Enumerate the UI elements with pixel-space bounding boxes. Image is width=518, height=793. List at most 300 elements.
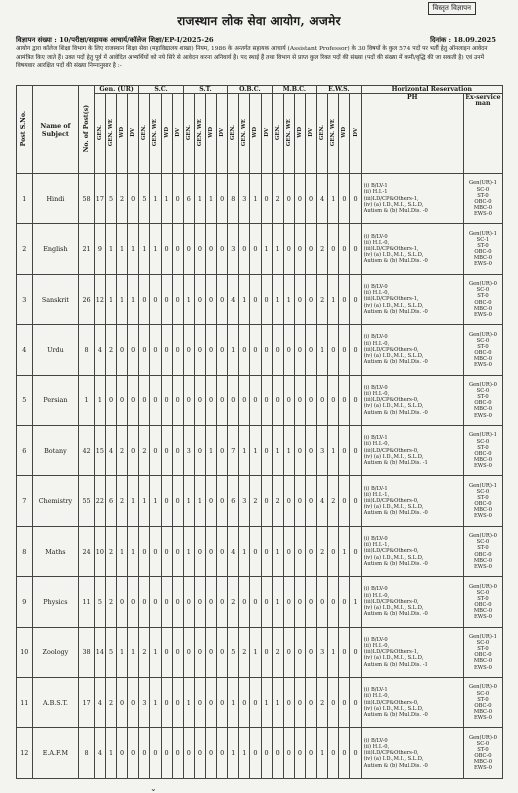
post-sno-cell: 11 bbox=[17, 678, 33, 728]
ph-line: (iii)LD/CP&Others-0, bbox=[363, 346, 419, 353]
reservation-cell: 4 bbox=[228, 274, 239, 324]
ph-line: (iii)LD/CP&Others-0, bbox=[363, 750, 419, 757]
reservation-cell: 0 bbox=[128, 325, 139, 375]
ph-line: Autism & (b) Mul.Dis. -0 bbox=[363, 409, 428, 416]
reservation-cell: 0 bbox=[205, 224, 216, 274]
reservation-cell: 1 bbox=[328, 274, 339, 324]
exservice-line: EWS-0 bbox=[473, 714, 492, 721]
exservice-line: MBC-0 bbox=[473, 658, 493, 665]
ph-line: (i) B/LV-0 bbox=[363, 586, 388, 593]
posts-cell: 26 bbox=[79, 274, 95, 324]
reservation-cell: 0 bbox=[261, 728, 272, 779]
reservation-cell: 0 bbox=[339, 678, 350, 728]
reservation-cell: 0 bbox=[150, 526, 161, 576]
reservation-cell: 0 bbox=[283, 627, 294, 677]
reservation-cell: 0 bbox=[183, 224, 194, 274]
reservation-cell: 0 bbox=[283, 678, 294, 728]
reservation-cell: 0 bbox=[305, 375, 316, 425]
exservice-line: Gen(UR)-0 bbox=[468, 382, 497, 389]
col-posts-label: No. of Post(s) bbox=[82, 104, 90, 153]
exservice-cell bbox=[463, 375, 502, 425]
sub-col-header bbox=[317, 94, 328, 174]
reservation-cell: 2 bbox=[250, 476, 261, 526]
sub-col-label: GEN. WE bbox=[241, 118, 248, 147]
reservation-cell: 0 bbox=[161, 678, 172, 728]
exservice-line: OBC-0 bbox=[474, 198, 492, 205]
reservation-cell: 0 bbox=[239, 577, 250, 627]
col-posts bbox=[79, 86, 95, 174]
reservation-cell: 0 bbox=[172, 274, 183, 324]
reservation-cell: 0 bbox=[172, 224, 183, 274]
reservation-cell: 1 bbox=[150, 678, 161, 728]
reservation-cell: 0 bbox=[150, 274, 161, 324]
reservation-cell: 0 bbox=[128, 174, 139, 224]
advertisement-number: विज्ञापन संख्या : 10/परीक्षा/सहायक आचार्य/कॉलेज शिक्षा/EP-I/2025-26 bbox=[16, 36, 214, 44]
reservation-cell: 1 bbox=[317, 728, 328, 779]
exservice-cell bbox=[463, 728, 502, 779]
ph-line: Autism & (b) Mul.Dis. -0 bbox=[363, 560, 428, 567]
ph-line: (iii)LD/CP&Others-1, bbox=[363, 649, 419, 656]
handwritten-mark: ⌄ bbox=[150, 784, 157, 793]
ph-line: (ii) H.I.-0, bbox=[363, 441, 390, 448]
sub-col-label: GEN. WE bbox=[330, 118, 337, 147]
post-sno-cell: 8 bbox=[17, 526, 33, 576]
reservation-cell: 0 bbox=[183, 375, 194, 425]
exservice-line: Gen(UR)-0 bbox=[468, 583, 497, 590]
ph-line: (iii)LD/CP&Others-0, bbox=[363, 447, 419, 454]
reservation-cell: 1 bbox=[205, 426, 216, 476]
group-header: E.W.S. bbox=[317, 86, 361, 94]
reservation-cell: 0 bbox=[239, 325, 250, 375]
ph-line: Autism & (b) Mul.Dis. -1 bbox=[363, 460, 428, 467]
sub-col-header bbox=[272, 94, 283, 174]
reservation-cell: 0 bbox=[205, 476, 216, 526]
reservation-cell: 5 bbox=[105, 627, 116, 677]
col-post-sno-label: Post S.No. bbox=[20, 110, 28, 147]
reservation-cell: 0 bbox=[261, 174, 272, 224]
reservation-cell: 0 bbox=[283, 375, 294, 425]
ph-line: (iv) (a) I.D.,M.I., S.L.D, bbox=[363, 504, 424, 511]
reservation-cell: 3 bbox=[139, 678, 150, 728]
reservation-cell: 0 bbox=[105, 375, 116, 425]
reservation-cell: 1 bbox=[194, 476, 205, 526]
exservice-line: ST-0 bbox=[477, 696, 489, 703]
reservation-cell: 4 bbox=[94, 678, 105, 728]
reservation-cell: 0 bbox=[283, 577, 294, 627]
reservation-cell: 0 bbox=[250, 728, 261, 779]
table-row bbox=[17, 476, 503, 526]
detailed-advertisement-tag: विस्तृत विज्ञापन bbox=[428, 2, 477, 15]
exservice-line: EWS-0 bbox=[473, 614, 492, 621]
ph-line: (iii)LD/CP&Others-0, bbox=[363, 397, 419, 404]
reservation-cell: 0 bbox=[172, 627, 183, 677]
reservation-cell: 3 bbox=[317, 627, 328, 677]
reservation-cell: 0 bbox=[205, 325, 216, 375]
subject-cell: Maths bbox=[32, 526, 79, 576]
reservation-cell: 0 bbox=[294, 476, 305, 526]
ph-cell bbox=[361, 526, 463, 576]
reservation-cell: 0 bbox=[194, 274, 205, 324]
reservation-cell: 2 bbox=[139, 627, 150, 677]
ph-line: (ii) H.I.-1, bbox=[363, 542, 390, 549]
subject-cell: Sanskrit bbox=[32, 274, 79, 324]
sub-col-header bbox=[150, 94, 161, 174]
reservation-cell: 0 bbox=[305, 325, 316, 375]
subject-cell: A.B.S.T. bbox=[32, 678, 79, 728]
reservation-cell: 0 bbox=[261, 274, 272, 324]
table-row bbox=[17, 577, 503, 627]
ph-header: PH bbox=[361, 94, 463, 174]
posts-cell: 42 bbox=[79, 426, 95, 476]
reservation-cell: 0 bbox=[294, 426, 305, 476]
reservation-cell: 2 bbox=[328, 476, 339, 526]
group-header: S.C. bbox=[139, 86, 183, 94]
table-row bbox=[17, 627, 503, 677]
reservation-cell: 4 bbox=[317, 174, 328, 224]
exservice-line: SC-0 bbox=[476, 388, 490, 395]
exservice-line: MBC-0 bbox=[473, 759, 493, 766]
subject-cell: Urdu bbox=[32, 325, 79, 375]
ph-line: (iv) (a) I.D.,M.I., S.L.D, bbox=[363, 353, 424, 360]
ph-line: Autism & (b) Mul.Dis. -0 bbox=[363, 712, 428, 719]
ph-line: Autism & (b) Mul.Dis. -0 bbox=[363, 510, 428, 517]
sub-col-header bbox=[283, 94, 294, 174]
reservation-cell: 1 bbox=[117, 274, 128, 324]
reservation-cell: 0 bbox=[350, 325, 361, 375]
sub-col-header bbox=[305, 94, 316, 174]
sub-col-label: WD bbox=[163, 127, 170, 138]
reservation-cell: 0 bbox=[350, 174, 361, 224]
table-row bbox=[17, 728, 503, 779]
ph-line: Autism & (b) Mul.Dis. -0 bbox=[363, 611, 428, 618]
exservice-line: ST-0 bbox=[477, 243, 489, 250]
reservation-cell: 0 bbox=[139, 577, 150, 627]
reservation-cell: 2 bbox=[317, 274, 328, 324]
reservation-cell: 0 bbox=[217, 426, 228, 476]
ph-line: (ii) H.I.-0, bbox=[363, 592, 390, 599]
reservation-cell: 1 bbox=[228, 728, 239, 779]
reservation-cell: 0 bbox=[172, 375, 183, 425]
table-row bbox=[17, 526, 503, 576]
posts-cell: 58 bbox=[79, 174, 95, 224]
post-sno-cell: 10 bbox=[17, 627, 33, 677]
reservation-cell: 1 bbox=[250, 174, 261, 224]
sub-col-header bbox=[239, 94, 250, 174]
reservation-cell: 1 bbox=[117, 526, 128, 576]
reservation-cell: 0 bbox=[317, 375, 328, 425]
sub-col-label: GEN. WE bbox=[107, 118, 114, 147]
reservation-cell: 0 bbox=[339, 476, 350, 526]
exservice-line: MBC-0 bbox=[473, 608, 493, 615]
exservice-cell bbox=[463, 526, 502, 576]
sub-col-label: WD bbox=[252, 127, 259, 138]
sub-col-header bbox=[94, 94, 105, 174]
exservice-line: ST-0 bbox=[477, 495, 489, 502]
reservation-cell: 0 bbox=[261, 375, 272, 425]
ph-cell bbox=[361, 274, 463, 324]
sub-col-label: GEN. bbox=[319, 124, 326, 141]
reservation-cell: 1 bbox=[239, 274, 250, 324]
ph-line: (iii)LD/CP&Others-0, bbox=[363, 498, 419, 505]
sub-col-header bbox=[250, 94, 261, 174]
reservation-cell: 14 bbox=[94, 627, 105, 677]
reservation-cell: 0 bbox=[261, 426, 272, 476]
reservation-cell: 1 bbox=[150, 627, 161, 677]
sub-col-header bbox=[139, 94, 150, 174]
exservice-line: SC-0 bbox=[476, 640, 490, 647]
reservation-cell: 0 bbox=[161, 274, 172, 324]
reservation-cell: 1 bbox=[228, 325, 239, 375]
sub-col-header bbox=[228, 94, 239, 174]
post-sno-cell: 12 bbox=[17, 728, 33, 779]
ph-line: (iv) (a) I.D.,M.I., S.L.D, bbox=[363, 403, 424, 410]
ph-line: (iii)LD/CP&Others-1, bbox=[363, 246, 419, 252]
exservice-line: EWS-0 bbox=[473, 311, 492, 318]
reservation-cell: 0 bbox=[261, 627, 272, 677]
reservation-cell: 2 bbox=[272, 174, 283, 224]
exservice-cell bbox=[463, 476, 502, 526]
reservation-cell: 0 bbox=[161, 375, 172, 425]
exservice-cell bbox=[463, 274, 502, 324]
reservation-cell: 0 bbox=[172, 526, 183, 576]
reservation-cell: 0 bbox=[161, 224, 172, 274]
exservice-cell bbox=[463, 325, 502, 375]
reservation-cell: 0 bbox=[194, 426, 205, 476]
reservation-cell: 0 bbox=[150, 577, 161, 627]
reservation-cell: 0 bbox=[161, 577, 172, 627]
reservation-cell: 0 bbox=[172, 476, 183, 526]
reservation-cell: 2 bbox=[272, 627, 283, 677]
exservice-line: SC-0 bbox=[476, 438, 490, 445]
reservation-cell: 2 bbox=[317, 526, 328, 576]
sub-col-label: WD bbox=[119, 127, 126, 138]
reservation-cell: 0 bbox=[161, 476, 172, 526]
reservation-cell: 0 bbox=[305, 274, 316, 324]
reservation-cell: 1 bbox=[272, 224, 283, 274]
post-sno-cell: 2 bbox=[17, 224, 33, 274]
reservation-cell: 0 bbox=[305, 426, 316, 476]
exservice-line: SC-0 bbox=[476, 287, 490, 294]
reservation-cell: 0 bbox=[128, 375, 139, 425]
exservice-line: OBC-0 bbox=[474, 551, 492, 558]
exservice-line: ST-0 bbox=[477, 646, 489, 653]
exservice-line: Gen(UR)-1 bbox=[468, 180, 497, 187]
ph-line: Autism & (b) Mul.Dis. -0 bbox=[363, 258, 428, 265]
exservice-line: Gen(UR)-1 bbox=[468, 482, 497, 489]
ph-line: (iv) (a) I.D.,M.I., S.L.D, bbox=[363, 302, 424, 309]
reservation-cell: 1 bbox=[128, 224, 139, 274]
table-row bbox=[17, 678, 503, 728]
reservation-cell: 0 bbox=[150, 728, 161, 779]
reservation-cell: 0 bbox=[294, 678, 305, 728]
reservation-cell: 1 bbox=[283, 274, 294, 324]
ph-line: (iii)LD/CP&Others-0, bbox=[363, 548, 419, 555]
sub-col-label: GEN. WE bbox=[285, 118, 292, 147]
group-header: Gen. (UR) bbox=[94, 86, 138, 94]
reservation-cell: 1 bbox=[283, 426, 294, 476]
exservice-line: Gen(UR)-0 bbox=[468, 281, 497, 288]
sub-col-header bbox=[128, 94, 139, 174]
exservice-cell bbox=[463, 627, 502, 677]
reservation-cell: 0 bbox=[350, 476, 361, 526]
group-header: O.B.C. bbox=[228, 86, 272, 94]
reservation-cell: 1 bbox=[117, 224, 128, 274]
horizontal-reservation-header: Horizontal Reservation bbox=[361, 86, 502, 94]
reservation-cell: 0 bbox=[217, 375, 228, 425]
exservice-line: Gen(UR)-0 bbox=[468, 533, 497, 540]
reservation-cell: 3 bbox=[239, 174, 250, 224]
reservation-cell: 0 bbox=[205, 274, 216, 324]
exservice-line: EWS-0 bbox=[473, 664, 492, 671]
reservation-cell: 0 bbox=[350, 728, 361, 779]
table-row bbox=[17, 274, 503, 324]
exservice-line: Gen(UR)-1 bbox=[468, 634, 497, 641]
ph-cell bbox=[361, 426, 463, 476]
exservice-line: MBC-0 bbox=[473, 708, 493, 715]
reservation-cell: 1 bbox=[183, 678, 194, 728]
exservice-line: EWS-0 bbox=[473, 261, 492, 268]
reservation-cell: 0 bbox=[272, 375, 283, 425]
sub-col-label: GEN. bbox=[96, 124, 103, 141]
exservice-cell bbox=[463, 426, 502, 476]
table-row bbox=[17, 426, 503, 476]
reservation-cell: 0 bbox=[139, 274, 150, 324]
reservation-cell: 1 bbox=[328, 627, 339, 677]
subject-cell: Hindi bbox=[32, 174, 79, 224]
reservation-cell: 2 bbox=[317, 224, 328, 274]
reservation-cell: 0 bbox=[283, 224, 294, 274]
exservice-line: OBC-0 bbox=[474, 349, 492, 356]
reservation-cell: 0 bbox=[161, 627, 172, 677]
ph-line: (ii) H.I.-0, bbox=[363, 340, 390, 347]
posts-cell: 8 bbox=[79, 728, 95, 779]
sub-col-label: GEN. bbox=[274, 124, 281, 141]
sub-col-header bbox=[172, 94, 183, 174]
reservation-cell: 0 bbox=[205, 627, 216, 677]
reservation-cell: 1 bbox=[272, 526, 283, 576]
exservice-line: Gen(UR)-0 bbox=[468, 331, 497, 338]
reservation-cell: 1 bbox=[183, 476, 194, 526]
exservice-line: OBC-0 bbox=[474, 501, 492, 508]
exservice-line: Gen(UR)-0 bbox=[468, 684, 497, 691]
reservation-cell: 0 bbox=[350, 627, 361, 677]
reservation-cell: 0 bbox=[250, 678, 261, 728]
reservation-cell: 0 bbox=[250, 526, 261, 576]
exservice-line: MBC-0 bbox=[473, 305, 493, 312]
reservation-cell: 2 bbox=[117, 174, 128, 224]
reservation-cell: 1 bbox=[261, 224, 272, 274]
posts-cell: 8 bbox=[79, 325, 95, 375]
reservation-cell: 1 bbox=[250, 627, 261, 677]
reservation-cell: 0 bbox=[172, 678, 183, 728]
reservation-cell: 0 bbox=[205, 526, 216, 576]
reservation-cell: 0 bbox=[339, 426, 350, 476]
reservation-cell: 1 bbox=[139, 224, 150, 274]
table-row bbox=[17, 375, 503, 425]
ph-line: (i) B/LV-1 bbox=[363, 687, 388, 694]
ph-line: (iv) (a) I.D.,M.I., S.L.D, bbox=[363, 252, 424, 259]
reservation-cell: 0 bbox=[328, 325, 339, 375]
reservation-cell: 0 bbox=[128, 577, 139, 627]
ph-line: (iii)LD/CP&Others-1, bbox=[363, 195, 419, 202]
reservation-cell: 1 bbox=[261, 678, 272, 728]
sub-col-label: GEN. WE bbox=[152, 118, 159, 147]
reservation-cell: 3 bbox=[239, 476, 250, 526]
reservation-cell: 0 bbox=[194, 577, 205, 627]
reservation-cell: 0 bbox=[294, 526, 305, 576]
reservation-cell: 0 bbox=[305, 728, 316, 779]
reservation-cell: 1 bbox=[328, 426, 339, 476]
reservation-cell: 0 bbox=[194, 375, 205, 425]
reservation-cell: 0 bbox=[128, 426, 139, 476]
exservice-line: OBC-0 bbox=[474, 601, 492, 608]
reservation-cell: 1 bbox=[117, 627, 128, 677]
reservation-cell: 0 bbox=[250, 325, 261, 375]
group-header: S.T. bbox=[183, 86, 227, 94]
reservation-cell: 1 bbox=[128, 526, 139, 576]
reservation-cell: 0 bbox=[272, 325, 283, 375]
exservice-line: OBC-0 bbox=[474, 652, 492, 659]
sub-col-header bbox=[194, 94, 205, 174]
posts-cell: 38 bbox=[79, 627, 95, 677]
reservation-cell: 0 bbox=[150, 325, 161, 375]
exservice-line: EWS-0 bbox=[473, 765, 492, 772]
posts-cell: 24 bbox=[79, 526, 95, 576]
reservation-cell: 9 bbox=[94, 224, 105, 274]
reservation-cell: 0 bbox=[283, 526, 294, 576]
exservice-line: ST-0 bbox=[477, 747, 489, 754]
reservation-cell: 0 bbox=[194, 325, 205, 375]
subject-cell: Botany bbox=[32, 426, 79, 476]
reservation-cell: 1 bbox=[339, 526, 350, 576]
reservation-cell: 0 bbox=[305, 678, 316, 728]
reservation-cell: 0 bbox=[294, 325, 305, 375]
reservation-cell: 1 bbox=[128, 476, 139, 526]
reservation-cell: 0 bbox=[261, 577, 272, 627]
reservation-cell: 1 bbox=[317, 325, 328, 375]
exservice-line: OBC-0 bbox=[474, 450, 492, 457]
reservation-cell: 2 bbox=[105, 678, 116, 728]
reservation-cell: 1 bbox=[128, 627, 139, 677]
reservation-cell: 1 bbox=[139, 476, 150, 526]
subject-cell: English bbox=[32, 224, 79, 274]
ph-line: (iv) (a) I.D.,M.I., S.L.D, bbox=[363, 605, 424, 612]
reservation-cell: 1 bbox=[105, 224, 116, 274]
reservation-cell: 0 bbox=[161, 526, 172, 576]
col-subject: Name of Subject bbox=[32, 86, 79, 174]
reservation-cell: 7 bbox=[228, 426, 239, 476]
reservation-cell: 0 bbox=[217, 577, 228, 627]
reservation-cell: 1 bbox=[272, 426, 283, 476]
reservation-cell: 0 bbox=[239, 224, 250, 274]
reservation-cell: 2 bbox=[105, 325, 116, 375]
reservation-cell: 0 bbox=[161, 728, 172, 779]
reservation-cell: 1 bbox=[272, 577, 283, 627]
ph-line: (ii) H.I.-1 bbox=[363, 189, 388, 196]
reservation-cell: 0 bbox=[217, 224, 228, 274]
reservation-cell: 1 bbox=[350, 577, 361, 627]
ph-line: (ii) H.I.-0, bbox=[363, 643, 390, 650]
reservation-cell: 0 bbox=[217, 274, 228, 324]
exservice-line: SC-0 bbox=[476, 539, 490, 546]
reservation-cell: 0 bbox=[217, 325, 228, 375]
exservice-line: Gen(UR)-0 bbox=[468, 734, 497, 741]
sub-col-header bbox=[161, 94, 172, 174]
ph-line: (i) B/LV-0 bbox=[363, 636, 388, 643]
exservice-line: MBC-0 bbox=[473, 406, 493, 413]
post-sno-cell: 7 bbox=[17, 476, 33, 526]
sub-col-label: DV bbox=[263, 128, 270, 137]
